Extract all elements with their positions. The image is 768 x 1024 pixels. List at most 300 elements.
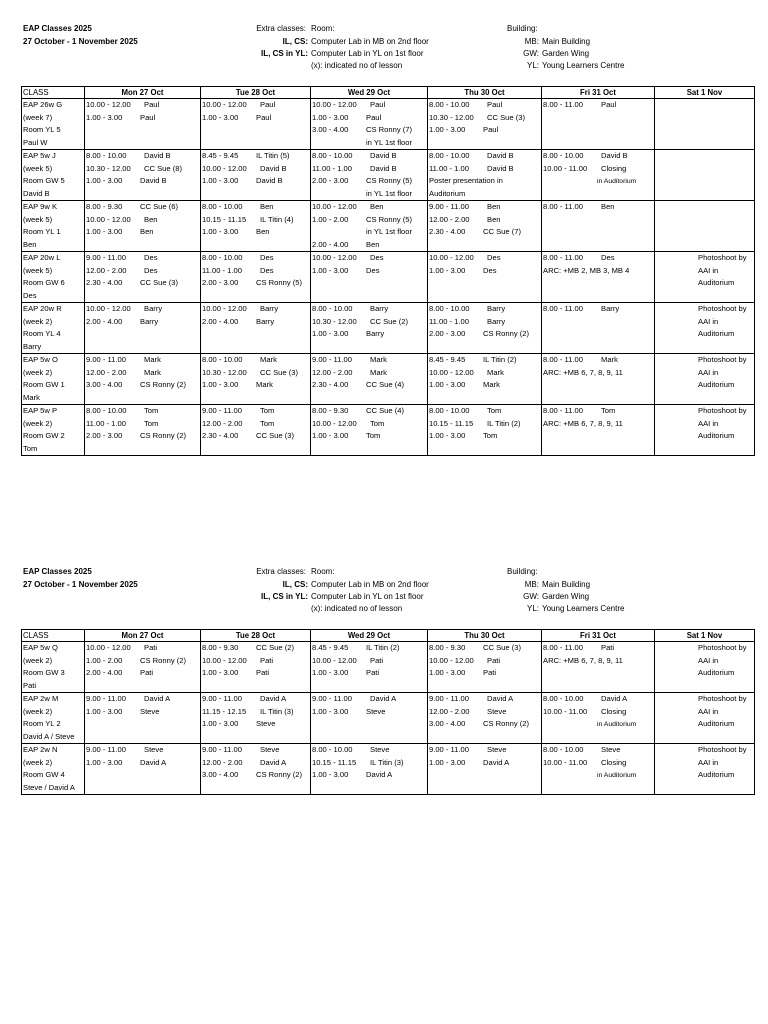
extra-classes-label: Extra classes: (256, 567, 306, 576)
lesson-time: 10.00 - 12.00 (202, 100, 247, 109)
lesson-note: (x): indicated no of lesson (311, 604, 403, 613)
gw-value: Garden Wing (542, 592, 590, 601)
fri-cell (542, 354, 655, 405)
class-cell (22, 693, 85, 744)
table-row (22, 201, 755, 252)
lesson-entry (201, 379, 310, 392)
fri-cell (542, 201, 655, 252)
lesson-entry (311, 265, 427, 278)
lesson-entry (428, 99, 541, 112)
lesson-time: 1.00 - 3.00 (202, 668, 239, 677)
lesson-entry (311, 405, 427, 418)
lesson-teacher: CS Ronny (5) (366, 176, 413, 185)
il-cs-label: IL, CS: (282, 580, 308, 589)
lesson-entry (85, 214, 200, 227)
lesson-entry (428, 112, 541, 125)
lesson-entry (428, 124, 541, 137)
lesson-teacher: CC Sue (2) (256, 643, 294, 652)
class-info-line: Pati (23, 680, 37, 690)
fri-cell (542, 642, 655, 693)
lesson-entry (542, 405, 654, 418)
fri-cell (542, 252, 655, 303)
lesson-teacher: CS Ronny (2) (256, 770, 303, 779)
thu-cell (428, 405, 542, 456)
lesson-teacher: Paul (483, 125, 499, 134)
lesson-time: Auditorium (429, 188, 466, 198)
lesson-time: 9.00 - 11.00 (429, 694, 469, 703)
lesson-entry (428, 188, 541, 201)
lesson-time: 9.00 - 11.00 (312, 355, 352, 364)
lesson-entry (201, 655, 310, 668)
date-range: 27 October - 1 November 2025 (23, 37, 138, 46)
lesson-teacher: David B (256, 176, 283, 185)
sat-event-line: Photoshoot by (698, 253, 747, 262)
class-info-line: Room GW 4 (23, 770, 65, 779)
sat-event-line: Photoshoot by (698, 694, 747, 703)
lesson-time: 10.00 - 11.00 (543, 757, 588, 767)
lesson-teacher: IL Titin (5) (256, 151, 290, 160)
lesson-entry (85, 175, 200, 188)
class-info-line: EAP 5w Q (23, 643, 58, 652)
lesson-teacher: IL Titin (4) (260, 214, 294, 224)
tue-cell (201, 150, 311, 201)
lesson-time: 2.00 - 4.00 (202, 316, 239, 326)
lesson-entry (542, 265, 654, 278)
mon-cell (85, 693, 201, 744)
yl-value: Young Learners Centre (542, 604, 625, 613)
lesson-entry (428, 150, 541, 163)
lesson-time: 10.00 - 11.00 (543, 706, 588, 716)
il-cs-value: Computer Lab in MB on 2nd floor (311, 580, 429, 589)
lesson-teacher: Mark (144, 367, 161, 377)
lesson-entry (542, 201, 654, 214)
gw-label: GW: (523, 49, 539, 58)
lesson-entry (85, 277, 200, 290)
sat-event-line: Auditorium (698, 329, 735, 338)
lesson-entry (85, 757, 200, 770)
lesson-time: 1.00 - 3.00 (429, 431, 466, 440)
date-range: 27 October - 1 November 2025 (23, 580, 138, 589)
wed-cell (311, 405, 428, 456)
lesson-teacher: Ben (601, 202, 615, 211)
lesson-entry (311, 137, 427, 150)
class-info-line: EAP 20w R (23, 304, 62, 313)
lesson-entry (311, 642, 427, 655)
lesson-entry (428, 214, 541, 227)
header-row (22, 87, 755, 99)
lesson-teacher: Tom (260, 418, 275, 428)
tue-cell (201, 99, 311, 150)
lesson-time: 10.00 - 12.00 (312, 655, 357, 665)
lesson-time: 9.00 - 11.00 (86, 253, 126, 262)
lesson-entry (428, 163, 541, 176)
lesson-time: 8.00 - 11.00 (543, 253, 583, 262)
class-info-line: Room YL 2 (23, 719, 61, 728)
lesson-entry (542, 418, 654, 431)
lesson-entry (311, 706, 427, 719)
lesson-teacher: Pati (483, 668, 497, 677)
column-header-day: Tue 28 Oct (201, 87, 311, 99)
lesson-entry (542, 718, 654, 731)
column-header-day: Wed 29 Oct (311, 630, 428, 642)
class-info-line: Room YL 1 (23, 227, 61, 236)
lesson-teacher: Steve (601, 745, 621, 754)
lesson-time: 10.15 - 11.15 (312, 757, 357, 767)
lesson-teacher: in Auditorium (597, 772, 637, 779)
lesson-teacher: Barry (256, 316, 275, 326)
class-info-line: (week 2) (23, 757, 53, 767)
lesson-entry (311, 124, 427, 137)
lesson-time: 10.00 - 11.00 (543, 163, 588, 173)
lesson-entry (85, 379, 200, 392)
lesson-time: 8.45 - 9.45 (202, 151, 239, 160)
mon-cell (85, 99, 201, 150)
lesson-entry (201, 354, 310, 367)
lesson-entry (428, 642, 541, 655)
lesson-teacher: CS Ronny (7) (366, 125, 413, 134)
lesson-time: 10.00 - 12.00 (312, 253, 357, 262)
il-cs-value: Computer Lab in MB on 2nd floor (311, 37, 429, 46)
section-header (0, 567, 768, 629)
lesson-entry (428, 405, 541, 418)
wed-cell (311, 252, 428, 303)
lesson-entry (542, 642, 654, 655)
lesson-time: 1.00 - 3.00 (429, 757, 466, 767)
class-info-line: (week 5) (23, 163, 53, 173)
lesson-teacher: Paul (144, 100, 160, 109)
class-info-line: (week 2) (23, 316, 53, 326)
lesson-entry (201, 112, 310, 125)
class-cell (22, 642, 85, 693)
class-info-line: David A / Steve (23, 731, 75, 741)
lesson-teacher: Ben (487, 202, 501, 211)
schedule-table (21, 86, 755, 456)
lesson-teacher: David B (370, 151, 397, 160)
lesson-entry (85, 367, 200, 380)
page-title: EAP Classes 2025 (23, 24, 92, 33)
sat-event-line: Photoshoot by (698, 745, 747, 754)
lesson-time: 1.00 - 3.00 (86, 757, 123, 767)
lesson-time: 3.00 - 4.00 (86, 380, 123, 389)
mon-cell (85, 354, 201, 405)
lesson-teacher: Paul (256, 112, 272, 122)
lesson-time: 11.00 - 1.00 (202, 265, 242, 275)
class-cell (22, 354, 85, 405)
lesson-time: 1.00 - 3.00 (429, 265, 466, 275)
lesson-time: 8.00 - 11.00 (543, 202, 583, 211)
tue-cell (201, 693, 311, 744)
lesson-entry (201, 150, 310, 163)
lesson-teacher: IL Titin (3) (370, 757, 404, 767)
column-header-day: Mon 27 Oct (85, 630, 201, 642)
lesson-time: 8.00 - 9.30 (312, 406, 349, 415)
lesson-time: 12.00 - 2.00 (202, 418, 243, 428)
lesson-teacher: Paul (366, 112, 382, 122)
lesson-entry (85, 99, 200, 112)
lesson-time: 9.00 - 11.00 (86, 355, 126, 364)
lesson-teacher: Des (366, 265, 380, 275)
lesson-teacher: David A (140, 757, 167, 767)
lesson-time: 1.00 - 3.00 (86, 112, 123, 122)
lesson-entry (311, 150, 427, 163)
il-cs-yl-label: IL, CS in YL: (261, 49, 308, 58)
lesson-entry (201, 201, 310, 214)
class-info-line: EAP 26w G (23, 100, 63, 109)
lesson-entry (201, 265, 310, 278)
column-header-class: CLASS (22, 630, 85, 642)
sat-event-line: AAI in (698, 418, 719, 428)
lesson-entry (428, 718, 541, 731)
lesson-entry (201, 252, 310, 265)
thu-cell (428, 642, 542, 693)
table-body (22, 99, 755, 456)
lesson-time: 3.00 - 4.00 (429, 719, 466, 728)
lesson-time: 9.00 - 11.00 (202, 694, 242, 703)
yl-value: Young Learners Centre (542, 61, 625, 70)
lesson-teacher: CC Sue (3) (487, 112, 525, 122)
class-info-line: David B (23, 188, 50, 198)
column-header-day: Fri 31 Oct (542, 630, 655, 642)
lesson-time: 9.00 - 11.00 (429, 202, 469, 211)
lesson-time: 10.00 - 12.00 (86, 643, 131, 652)
lesson-entry (542, 744, 654, 757)
lesson-entry (428, 367, 541, 380)
lesson-time: 12.00 - 2.00 (86, 367, 127, 377)
room-label: Room: (311, 567, 335, 576)
lesson-entry (85, 150, 200, 163)
lesson-time: 2.00 - 3.00 (312, 176, 349, 185)
lesson-entry (428, 706, 541, 719)
page-title: EAP Classes 2025 (23, 567, 92, 576)
lesson-entry (85, 112, 200, 125)
lesson-teacher: IL Titin (2) (487, 418, 521, 428)
class-info-line: EAP 2w M (23, 694, 59, 703)
room-label: Room: (311, 24, 335, 33)
wed-cell (311, 150, 428, 201)
lesson-time: 10.15 - 11.15 (429, 418, 474, 428)
lesson-teacher: CS Ronny (2) (483, 329, 530, 338)
lesson-entry (85, 405, 200, 418)
lesson-entry (428, 667, 541, 680)
lesson-note: (x): indicated no of lesson (311, 61, 403, 70)
lesson-entry (201, 277, 310, 290)
sat-cell (655, 303, 755, 354)
lesson-time: 2.30 - 4.00 (86, 278, 123, 287)
class-info-line: Room GW 3 (23, 668, 65, 677)
sat-event-line: Photoshoot by (698, 304, 747, 313)
class-info-line: Room YL 4 (23, 329, 61, 338)
lesson-teacher: Tom (487, 406, 502, 415)
lesson-teacher: CS Ronny (5) (366, 214, 413, 224)
section-header (0, 24, 768, 86)
table-row (22, 303, 755, 354)
table-row (22, 405, 755, 456)
lesson-time: 8.00 - 10.00 (429, 304, 470, 313)
lesson-time: 8.45 - 9.45 (312, 643, 349, 652)
fri-cell (542, 693, 655, 744)
lesson-teacher: CS Ronny (2) (483, 719, 530, 728)
lesson-entry (428, 201, 541, 214)
sat-cell (655, 201, 755, 252)
lesson-time: ARC: +MB 6, 7, 8, 9, 11 (543, 367, 623, 377)
lesson-teacher: David A (487, 694, 514, 703)
wed-cell (311, 642, 428, 693)
sat-event-line: Auditorium (698, 668, 735, 677)
lesson-entry (85, 706, 200, 719)
lesson-teacher: Closing (601, 706, 627, 716)
lesson-time: 12.00 - 2.00 (202, 757, 243, 767)
lesson-time: 10.00 - 12.00 (86, 304, 131, 313)
lesson-time: 8.00 - 9.30 (86, 202, 123, 211)
mon-cell (85, 303, 201, 354)
sat-event-line: Auditorium (698, 770, 735, 779)
lesson-teacher: Tom (144, 406, 159, 415)
lesson-time: Poster presentation in (429, 176, 503, 185)
lesson-time: 10.00 - 12.00 (86, 100, 131, 109)
building-label: Building: (507, 24, 538, 33)
tue-cell (201, 354, 311, 405)
lesson-teacher: Pati (366, 668, 380, 677)
fri-cell (542, 303, 655, 354)
lesson-entry (311, 188, 427, 201)
lesson-teacher: Barry (487, 316, 506, 326)
lesson-teacher: Barry (144, 304, 163, 313)
lesson-teacher: Ben (260, 202, 274, 211)
lesson-time: 1.00 - 3.00 (86, 176, 123, 185)
yl-label: YL: (526, 61, 539, 70)
lesson-teacher: David A (483, 757, 510, 767)
extra-classes-label: Extra classes: (256, 24, 306, 33)
lesson-teacher: CC Sue (3) (140, 278, 178, 287)
lesson-teacher: in YL 1st floor (366, 137, 413, 147)
lesson-teacher: David B (260, 163, 287, 173)
il-cs-yl-value: Computer Lab in YL on 1st floor (311, 49, 424, 58)
yl-label: YL: (526, 604, 539, 613)
lesson-teacher: Steve (260, 745, 280, 754)
lesson-time: 10.00 - 12.00 (202, 655, 247, 665)
lesson-time: 9.00 - 11.00 (312, 694, 352, 703)
lesson-teacher: CC Sue (3) (260, 367, 298, 377)
lesson-time: 1.00 - 3.00 (202, 112, 239, 122)
sat-event-line: Auditorium (698, 719, 735, 728)
lesson-teacher: Des (601, 253, 615, 262)
table-row (22, 693, 755, 744)
lesson-time: 10.00 - 12.00 (312, 418, 357, 428)
class-info-line: EAP 5w P (23, 406, 58, 415)
lesson-time: 8.00 - 11.00 (543, 304, 583, 313)
lesson-entry (85, 303, 200, 316)
lesson-entry (542, 757, 654, 770)
sat-event-line: AAI in (698, 706, 719, 716)
lesson-time: 8.00 - 9.30 (202, 643, 239, 652)
lesson-entry (85, 265, 200, 278)
mon-cell (85, 201, 201, 252)
building-label: Building: (507, 567, 538, 576)
lesson-teacher: David B (487, 151, 514, 160)
lesson-time: 8.00 - 10.00 (429, 151, 470, 160)
mon-cell (85, 744, 201, 795)
lesson-teacher: David A (260, 757, 287, 767)
lesson-entry (311, 201, 427, 214)
column-header-day: Tue 28 Oct (201, 630, 311, 642)
lesson-time: 8.00 - 10.00 (312, 745, 353, 754)
fri-cell (542, 150, 655, 201)
lesson-teacher: Tom (601, 406, 616, 415)
lesson-time: 10.30 - 12.00 (202, 367, 247, 377)
table-row (22, 150, 755, 201)
gw-label: GW: (523, 592, 539, 601)
tue-cell (201, 201, 311, 252)
column-header-day: Fri 31 Oct (542, 87, 655, 99)
lesson-teacher: Pati (140, 668, 154, 677)
lesson-entry (201, 693, 310, 706)
lesson-teacher: CS Ronny (2) (140, 655, 187, 665)
lesson-teacher: CC Sue (4) (366, 380, 404, 389)
wed-cell (311, 693, 428, 744)
class-info-line: (week 2) (23, 367, 53, 377)
class-cell (22, 201, 85, 252)
lesson-entry (201, 744, 310, 757)
lesson-teacher: in Auditorium (597, 721, 637, 728)
lesson-entry (542, 99, 654, 112)
lesson-teacher: Mark (256, 380, 273, 389)
lesson-time: 2.00 - 3.00 (429, 329, 466, 338)
lesson-time: 12.00 - 2.00 (86, 265, 127, 275)
mb-value: Main Building (542, 580, 591, 589)
sat-cell (655, 99, 755, 150)
lesson-teacher: David B (487, 163, 514, 173)
class-info-line: Room YL 5 (23, 125, 61, 134)
lesson-time: 1.00 - 3.00 (202, 176, 239, 185)
lesson-teacher: Mark (370, 367, 387, 377)
lesson-time: ARC: +MB 2, MB 3, MB 4 (543, 265, 630, 275)
sat-event-line: AAI in (698, 757, 719, 767)
lesson-entry (85, 642, 200, 655)
lesson-teacher: in Auditorium (597, 178, 637, 185)
lesson-time: 1.00 - 3.00 (429, 125, 466, 134)
class-info-line: (week 5) (23, 265, 53, 275)
lesson-entry (311, 769, 427, 782)
lesson-time: 8.00 - 10.00 (202, 253, 243, 262)
lesson-teacher: Mark (260, 355, 277, 364)
lesson-time: 8.00 - 10.00 (202, 202, 243, 211)
lesson-entry (428, 175, 541, 188)
class-info-line: (week 2) (23, 706, 53, 716)
table-row (22, 744, 755, 795)
schedule-table (21, 629, 755, 795)
lesson-entry (201, 175, 310, 188)
lesson-entry (311, 744, 427, 757)
class-info-line: Room GW 5 (23, 176, 65, 185)
lesson-teacher: IL Titin (3) (260, 706, 294, 716)
lesson-entry (85, 430, 200, 443)
lesson-entry (85, 693, 200, 706)
sat-event-line: Auditorium (698, 278, 735, 287)
lesson-teacher: Pati (260, 655, 274, 665)
lesson-entry (85, 744, 200, 757)
lesson-entry (201, 163, 310, 176)
lesson-entry (311, 99, 427, 112)
lesson-entry (201, 757, 310, 770)
lesson-teacher: Paul (260, 100, 276, 109)
lesson-time: 8.00 - 11.00 (543, 406, 583, 415)
sat-event-line: Auditorium (698, 431, 735, 440)
lesson-entry (311, 112, 427, 125)
lesson-entry (85, 163, 200, 176)
lesson-time: 10.00 - 12.00 (86, 214, 131, 224)
fri-cell (542, 99, 655, 150)
sat-event-line: AAI in (698, 265, 719, 275)
